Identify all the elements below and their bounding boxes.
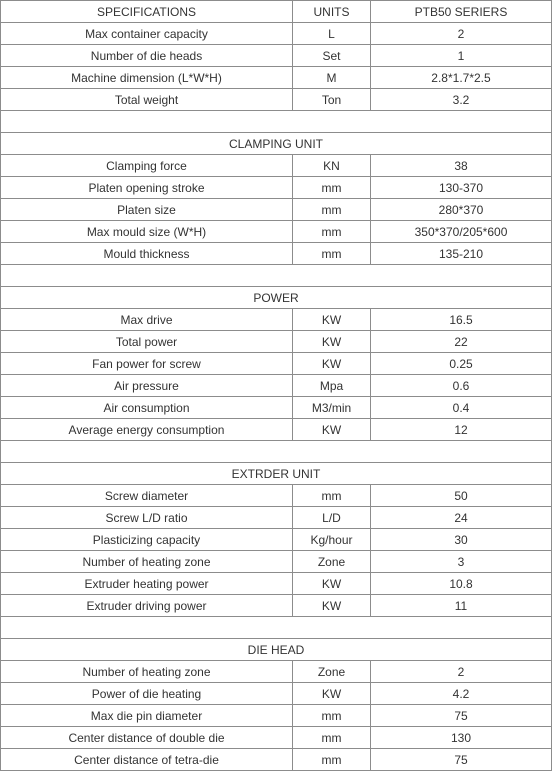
table-row [1, 67, 552, 89]
spec-name-cell: Screw L/D ratio [1, 507, 293, 529]
spec-name-cell: Mould thickness [1, 243, 293, 265]
section-title-row [1, 287, 552, 309]
table-row [1, 683, 552, 705]
table-row [1, 177, 552, 199]
section-title: EXTRDER UNIT [1, 463, 552, 485]
unit-cell: KW [293, 353, 371, 375]
unit-cell: KW [293, 573, 371, 595]
value-cell: 30 [371, 529, 552, 551]
header-model: PTB50 SERIERS [371, 1, 552, 23]
header-units: UNITS [293, 1, 371, 23]
spec-name-cell: Platen size [1, 199, 293, 221]
unit-cell: mm [293, 177, 371, 199]
value-cell: 135-210 [371, 243, 552, 265]
value-cell: 75 [371, 749, 552, 771]
unit-cell: M3/min [293, 397, 371, 419]
section-title: DIE HEAD [1, 639, 552, 661]
value-cell: 1 [371, 45, 552, 67]
header-specifications: SPECIFICATIONS [1, 1, 293, 23]
unit-cell: mm [293, 485, 371, 507]
value-cell: 11 [371, 595, 552, 617]
value-cell: 2.8*1.7*2.5 [371, 67, 552, 89]
spacer-cell [1, 265, 552, 287]
unit-cell: L [293, 23, 371, 45]
spec-name-cell: Max die pin diameter [1, 705, 293, 727]
spec-name-cell: Max mould size (W*H) [1, 221, 293, 243]
spec-name-cell: Total weight [1, 89, 293, 111]
unit-cell: Mpa [293, 375, 371, 397]
spacer-row [1, 617, 552, 639]
value-cell: 22 [371, 331, 552, 353]
spacer-row [1, 265, 552, 287]
value-cell: 2 [371, 661, 552, 683]
unit-cell: KW [293, 419, 371, 441]
section-title: CLAMPING UNIT [1, 133, 552, 155]
spacer-cell [1, 441, 552, 463]
unit-cell: Zone [293, 551, 371, 573]
spec-name-cell: Extruder driving power [1, 595, 293, 617]
unit-cell: Zone [293, 661, 371, 683]
table-row [1, 727, 552, 749]
table-row [1, 155, 552, 177]
table-row [1, 529, 552, 551]
unit-cell: M [293, 67, 371, 89]
spec-name-cell: Plasticizing capacity [1, 529, 293, 551]
unit-cell: mm [293, 705, 371, 727]
spec-name-cell: Max drive [1, 309, 293, 331]
unit-cell: mm [293, 221, 371, 243]
table-row [1, 419, 552, 441]
spec-name-cell: Max container capacity [1, 23, 293, 45]
spec-name-cell: Number of heating zone [1, 551, 293, 573]
unit-cell: KN [293, 155, 371, 177]
spacer-row [1, 441, 552, 463]
section-title-row [1, 639, 552, 661]
spec-name-cell: Number of heating zone [1, 661, 293, 683]
spacer-row [1, 111, 552, 133]
table-row [1, 375, 552, 397]
table-row [1, 705, 552, 727]
unit-cell: KW [293, 309, 371, 331]
value-cell: 3 [371, 551, 552, 573]
value-cell: 12 [371, 419, 552, 441]
header-row [1, 1, 552, 23]
table-row [1, 397, 552, 419]
value-cell: 3.2 [371, 89, 552, 111]
table-row [1, 595, 552, 617]
spec-name-cell: Platen opening stroke [1, 177, 293, 199]
spec-name-cell: Fan power for screw [1, 353, 293, 375]
unit-cell: KW [293, 595, 371, 617]
spec-name-cell: Air pressure [1, 375, 293, 397]
value-cell: 24 [371, 507, 552, 529]
table-row [1, 331, 552, 353]
table-row [1, 89, 552, 111]
value-cell: 0.4 [371, 397, 552, 419]
table-row [1, 485, 552, 507]
spec-name-cell: Power of die heating [1, 683, 293, 705]
spec-name-cell: Machine dimension (L*W*H) [1, 67, 293, 89]
value-cell: 0.6 [371, 375, 552, 397]
value-cell: 280*370 [371, 199, 552, 221]
spec-name-cell: Clamping force [1, 155, 293, 177]
value-cell: 130 [371, 727, 552, 749]
table-row [1, 507, 552, 529]
spec-name-cell: Number of die heads [1, 45, 293, 67]
table-row [1, 573, 552, 595]
spec-name-cell: Air consumption [1, 397, 293, 419]
spec-name-cell: Center distance of double die [1, 727, 293, 749]
value-cell: 50 [371, 485, 552, 507]
spec-name-cell: Screw diameter [1, 485, 293, 507]
table-row [1, 551, 552, 573]
spec-name-cell: Extruder heating power [1, 573, 293, 595]
spec-name-cell: Total power [1, 331, 293, 353]
table-row [1, 309, 552, 331]
unit-cell: KW [293, 331, 371, 353]
value-cell: 130-370 [371, 177, 552, 199]
spec-name-cell: Average energy consumption [1, 419, 293, 441]
specifications-table-body [1, 1, 552, 771]
value-cell: 0.25 [371, 353, 552, 375]
table-row [1, 221, 552, 243]
spec-name-cell: Center distance of tetra-die [1, 749, 293, 771]
value-cell: 4.2 [371, 683, 552, 705]
spacer-cell [1, 617, 552, 639]
unit-cell: Ton [293, 89, 371, 111]
table-row [1, 199, 552, 221]
spacer-cell [1, 111, 552, 133]
unit-cell: mm [293, 199, 371, 221]
unit-cell: KW [293, 683, 371, 705]
value-cell: 16.5 [371, 309, 552, 331]
value-cell: 350*370/205*600 [371, 221, 552, 243]
table-row [1, 45, 552, 67]
value-cell: 2 [371, 23, 552, 45]
unit-cell: mm [293, 727, 371, 749]
section-title: POWER [1, 287, 552, 309]
table-row [1, 749, 552, 771]
value-cell: 10.8 [371, 573, 552, 595]
unit-cell: mm [293, 749, 371, 771]
section-title-row [1, 463, 552, 485]
unit-cell: Set [293, 45, 371, 67]
unit-cell: mm [293, 243, 371, 265]
table-row [1, 243, 552, 265]
value-cell: 75 [371, 705, 552, 727]
unit-cell: Kg/hour [293, 529, 371, 551]
value-cell: 38 [371, 155, 552, 177]
section-title-row [1, 133, 552, 155]
table-row [1, 23, 552, 45]
table-row [1, 353, 552, 375]
unit-cell: L/D [293, 507, 371, 529]
table-row [1, 661, 552, 683]
